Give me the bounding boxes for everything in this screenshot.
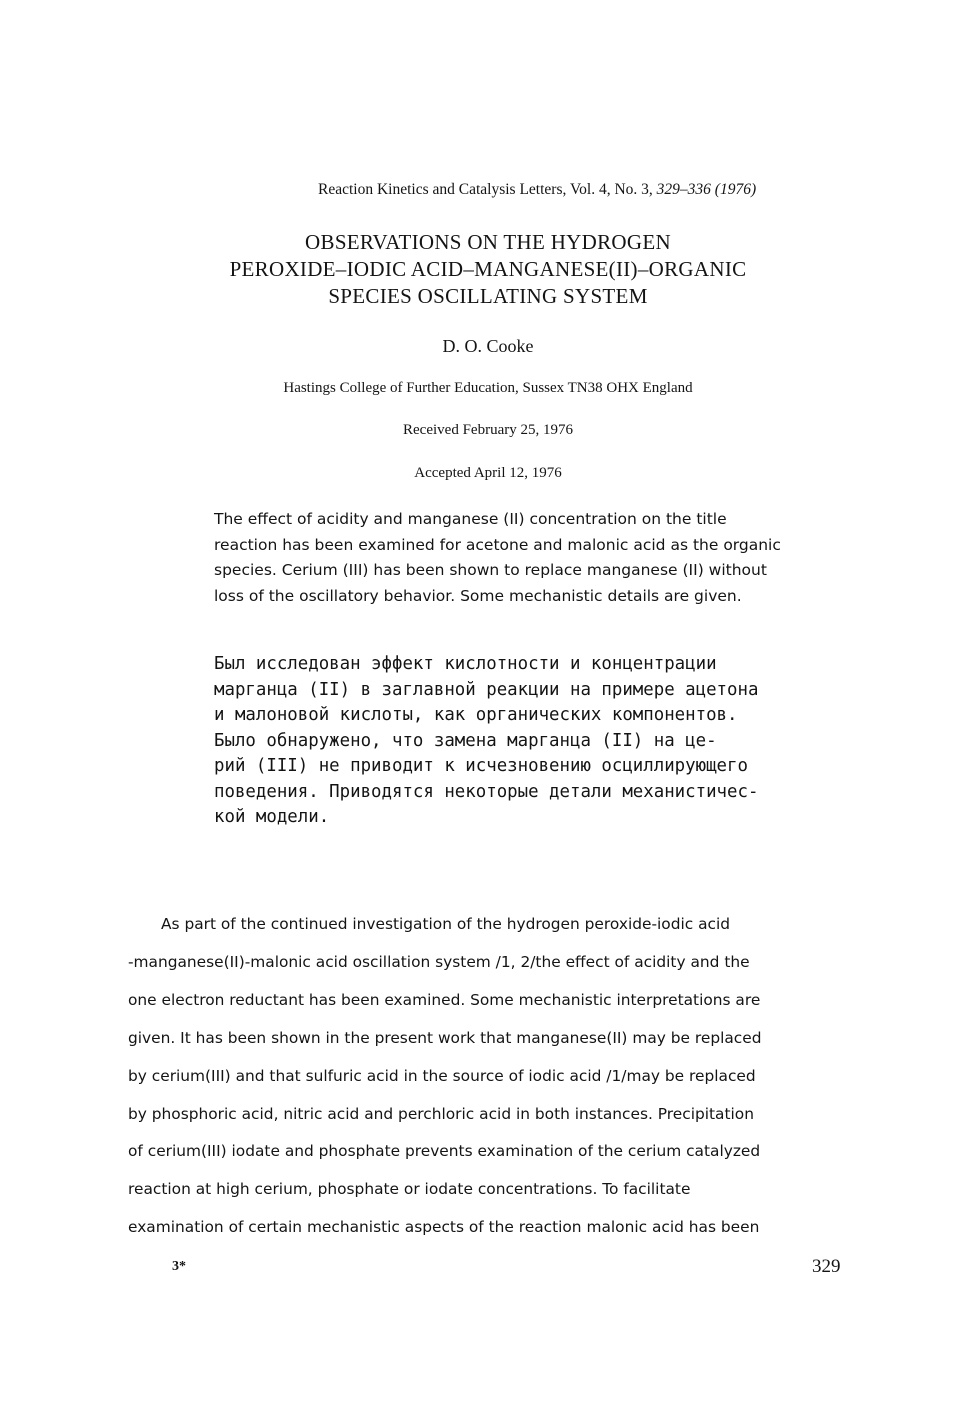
journal-pages-year: 329–336 (1976) [656,181,757,198]
body-line: by phosphoric acid, nitric acid and perchloric acid in both instances. Precipitation [128,1104,754,1123]
author: D. O. Cooke [442,336,534,356]
title-line: PEROXIDE–IODIC ACID–MANGANESE(II)–ORGANIC [229,257,747,281]
body-line: by cerium(III) and that sulfuric acid in the source of iodic acid /1/may be replaced [128,1066,756,1085]
abstract-line: loss of the oscillatory behavior. Some mechanistic details are given. [214,586,742,605]
abstract-line: и малоновой кислоты, как органических компонентов. [214,705,738,725]
title-line: SPECIES OSCILLATING SYSTEM [328,284,648,308]
accepted-date: Accepted April 12, 1976 [414,465,562,481]
body-paragraph [128,906,762,1247]
body-line: As part of the continued investigation of the hydrogen peroxide-iodic acid [161,915,731,933]
body-line: examination of certain mechanistic aspects of the reaction malonic acid has been [128,1218,760,1237]
abstract-line: Было обнаружено, что замена марганца (II) на це- [214,730,717,751]
body-line: of cerium(III) iodate and phosphate prevents examination of the cerium catalyzed [128,1142,761,1161]
body-line: given. It has been shown in the present work that manganese(II) may be replaced [128,1028,762,1047]
abstract-line: рий (III) не приводит к исчезновению осциллирующего [214,756,748,776]
abstract-russian [214,652,758,831]
page-number: 329 [812,1256,841,1277]
abstract-english [214,507,781,609]
body-line: -manganese(II)-malonic acid oscillation system /1, 2/the effect of acidity and the [128,952,750,971]
abstract-line: марганца (II) в заглавной реакции на примере ацетона [214,679,759,700]
body-line: reaction at high cerium, phosphate or iodate concentrations. To facilitate [128,1180,691,1199]
footnote-mark: 3* [172,1259,186,1274]
abstract-line: species. Cerium (III) has been shown to replace manganese (II) without [214,561,767,579]
journal-citation [318,181,756,199]
title-line: OBSERVATIONS ON THE HYDROGEN [305,230,671,254]
abstract-line: поведения. Приводятся некоторые детали механистичес- [214,781,759,802]
abstract-line: The effect of acidity and manganese (II) concentration on the title [214,510,727,528]
received-date: Received February 25, 1976 [403,422,573,438]
abstract-line: Был исследован эффект кислотности и концентрации [214,654,717,674]
affiliation: Hastings College of Further Education, Sussex TN38 OHX England [283,380,693,396]
abstract-line: кой модели. [214,807,330,827]
body-line: one electron reductant has been examined. Some mechanistic interpretations are [128,990,761,1009]
journal-name: Reaction Kinetics and Catalysis Letters, Vol. 4, No. 3, [318,181,657,198]
paper-title [0,229,976,310]
abstract-line: reaction has been examined for acetone and malonic acid as the organic [214,535,781,554]
